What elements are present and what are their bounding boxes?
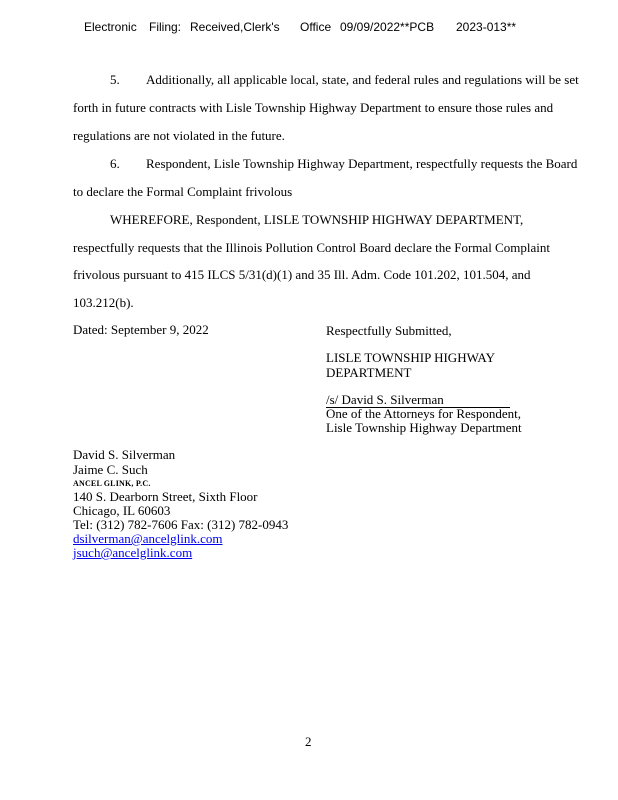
email-link[interactable]: jsuch@ancelglink.com <box>73 545 193 560</box>
entity-line: DEPARTMENT <box>326 365 412 380</box>
paragraph-number: 5. <box>110 72 120 87</box>
electronic-signature: /s/ David S. Silverman <box>326 392 510 408</box>
header-word: Electronic <box>84 20 137 34</box>
email-link[interactable]: dsilverman@ancelglink.com <box>73 531 223 546</box>
wherefore-line: frivolous pursuant to 415 ILCS 5/31(d)(1) and 35 Ill. Adm. Code 101.202, 101.504, and <box>73 267 531 282</box>
header-word: 2023-013** <box>456 20 517 34</box>
paragraph-line: Respondent, Lisle Township Highway Department, respectfully requests the Board <box>146 156 578 171</box>
paragraph-number: 6. <box>110 156 120 171</box>
wherefore-line: WHEREFORE, Respondent, LISLE TOWNSHIP HIGHWAY DEPARTMENT, <box>110 212 524 227</box>
attorney-name: Jaime C. Such <box>73 462 148 477</box>
firm-name: ANCEL GLINK, P.C. <box>73 479 151 488</box>
paragraph-line: regulations are not violated in the future. <box>73 128 285 143</box>
signer-role: Lisle Township Highway Department <box>326 420 522 435</box>
submitted-line: Respectfully Submitted, <box>326 323 452 338</box>
signer-role: One of the Attorneys for Respondent, <box>326 406 521 421</box>
wherefore-line: 103.212(b). <box>73 295 134 310</box>
header-word: Filing: <box>149 20 182 34</box>
address-line: 140 S. Dearborn Street, Sixth Floor <box>73 489 258 504</box>
date-line: Dated: September 9, 2022 <box>73 322 209 337</box>
phone-fax-line: Tel: (312) 782-7606 Fax: (312) 782-0943 <box>73 517 289 532</box>
attorney-name: David S. Silverman <box>73 447 176 462</box>
address-line: Chicago, IL 60603 <box>73 503 171 518</box>
paragraph-line: to declare the Formal Complaint frivolous <box>73 184 293 199</box>
header-word: Office <box>300 20 332 34</box>
entity-line: LISLE TOWNSHIP HIGHWAY <box>326 350 495 365</box>
paragraph-line: forth in future contracts with Lisle Township Highway Department to ensure those rules and <box>73 100 554 115</box>
page-number: 2 <box>305 734 312 749</box>
header-word: 09/09/2022**PCB <box>340 20 435 34</box>
wherefore-line: respectfully requests that the Illinois Pollution Control Board declare the Formal Complaint <box>73 240 550 255</box>
paragraph-line: Additionally, all applicable local, state, and federal rules and regulations will be set <box>146 72 579 87</box>
header-word: Received,Clerk's <box>190 20 280 34</box>
